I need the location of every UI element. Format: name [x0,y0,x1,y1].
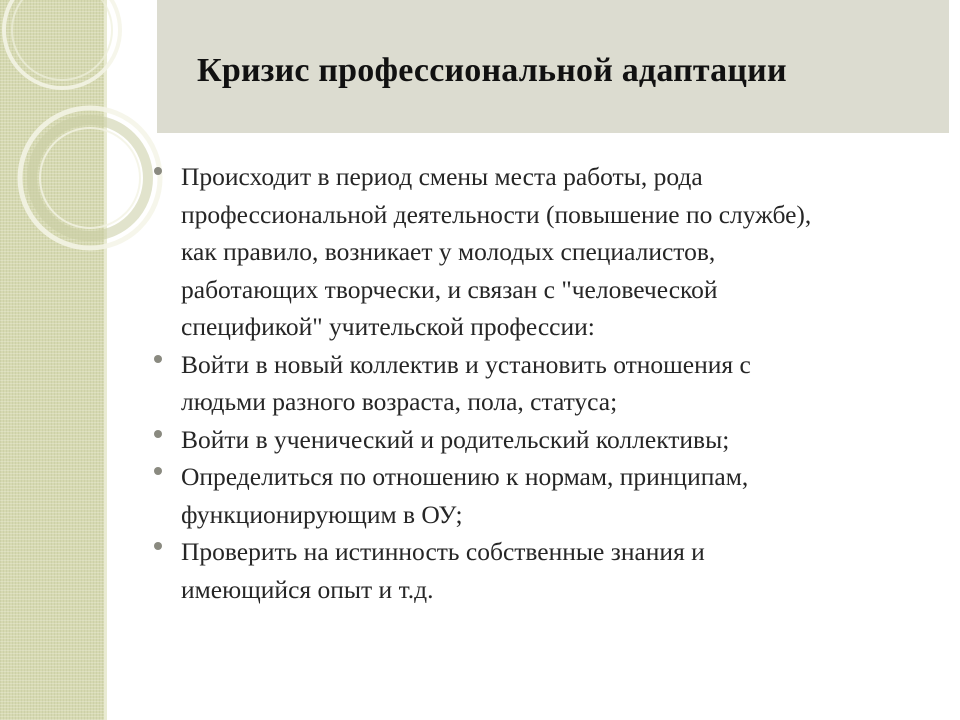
bullet-item [152,421,952,459]
bullet-text-line: Проверить на истинность собственные знания и [181,537,705,566]
bullet-text-line: профессиональной деятельности (повышение по службе), [181,199,812,229]
bullet-dot-icon [154,430,162,438]
bullet-dot-icon [154,467,162,475]
bullet-dot-icon [154,355,162,363]
bullet-item [152,533,952,608]
bullet-dot-icon [154,167,162,175]
bullet-text-line: как правило, возникает у молодых специалистов, [181,237,716,266]
bullet-text-line: Войти в ученический и родительский коллективы; [181,424,730,454]
bullet-text-line: работающих творчески, и связан с "человеческой [181,274,718,304]
bullet-text-line: Войти в новый коллектив и установить отношения с [181,349,751,379]
bullet-text-line: функционирующим в ОУ; [181,499,463,529]
bullet-text-line: Происходит в период смены места работы, рода [181,162,703,191]
slide-title: Кризис профессиональной адаптации [197,52,787,89]
bullet-text-line: имеющийся опыт и т.д. [181,574,434,604]
bullet-item [152,158,952,346]
bullet-text-line: спецификой" учительской профессии: [181,312,595,341]
bullet-item [152,458,952,533]
bullet-text-line: людьми разного возраста, пола, статуса; [181,387,618,416]
bullet-item [152,346,952,421]
bullet-list [152,158,952,608]
bullet-dot-icon [154,542,162,550]
slide-content [152,158,952,608]
bullet-text-line: Определиться по отношению к нормам, принципам, [181,462,749,491]
title-box [157,0,949,133]
